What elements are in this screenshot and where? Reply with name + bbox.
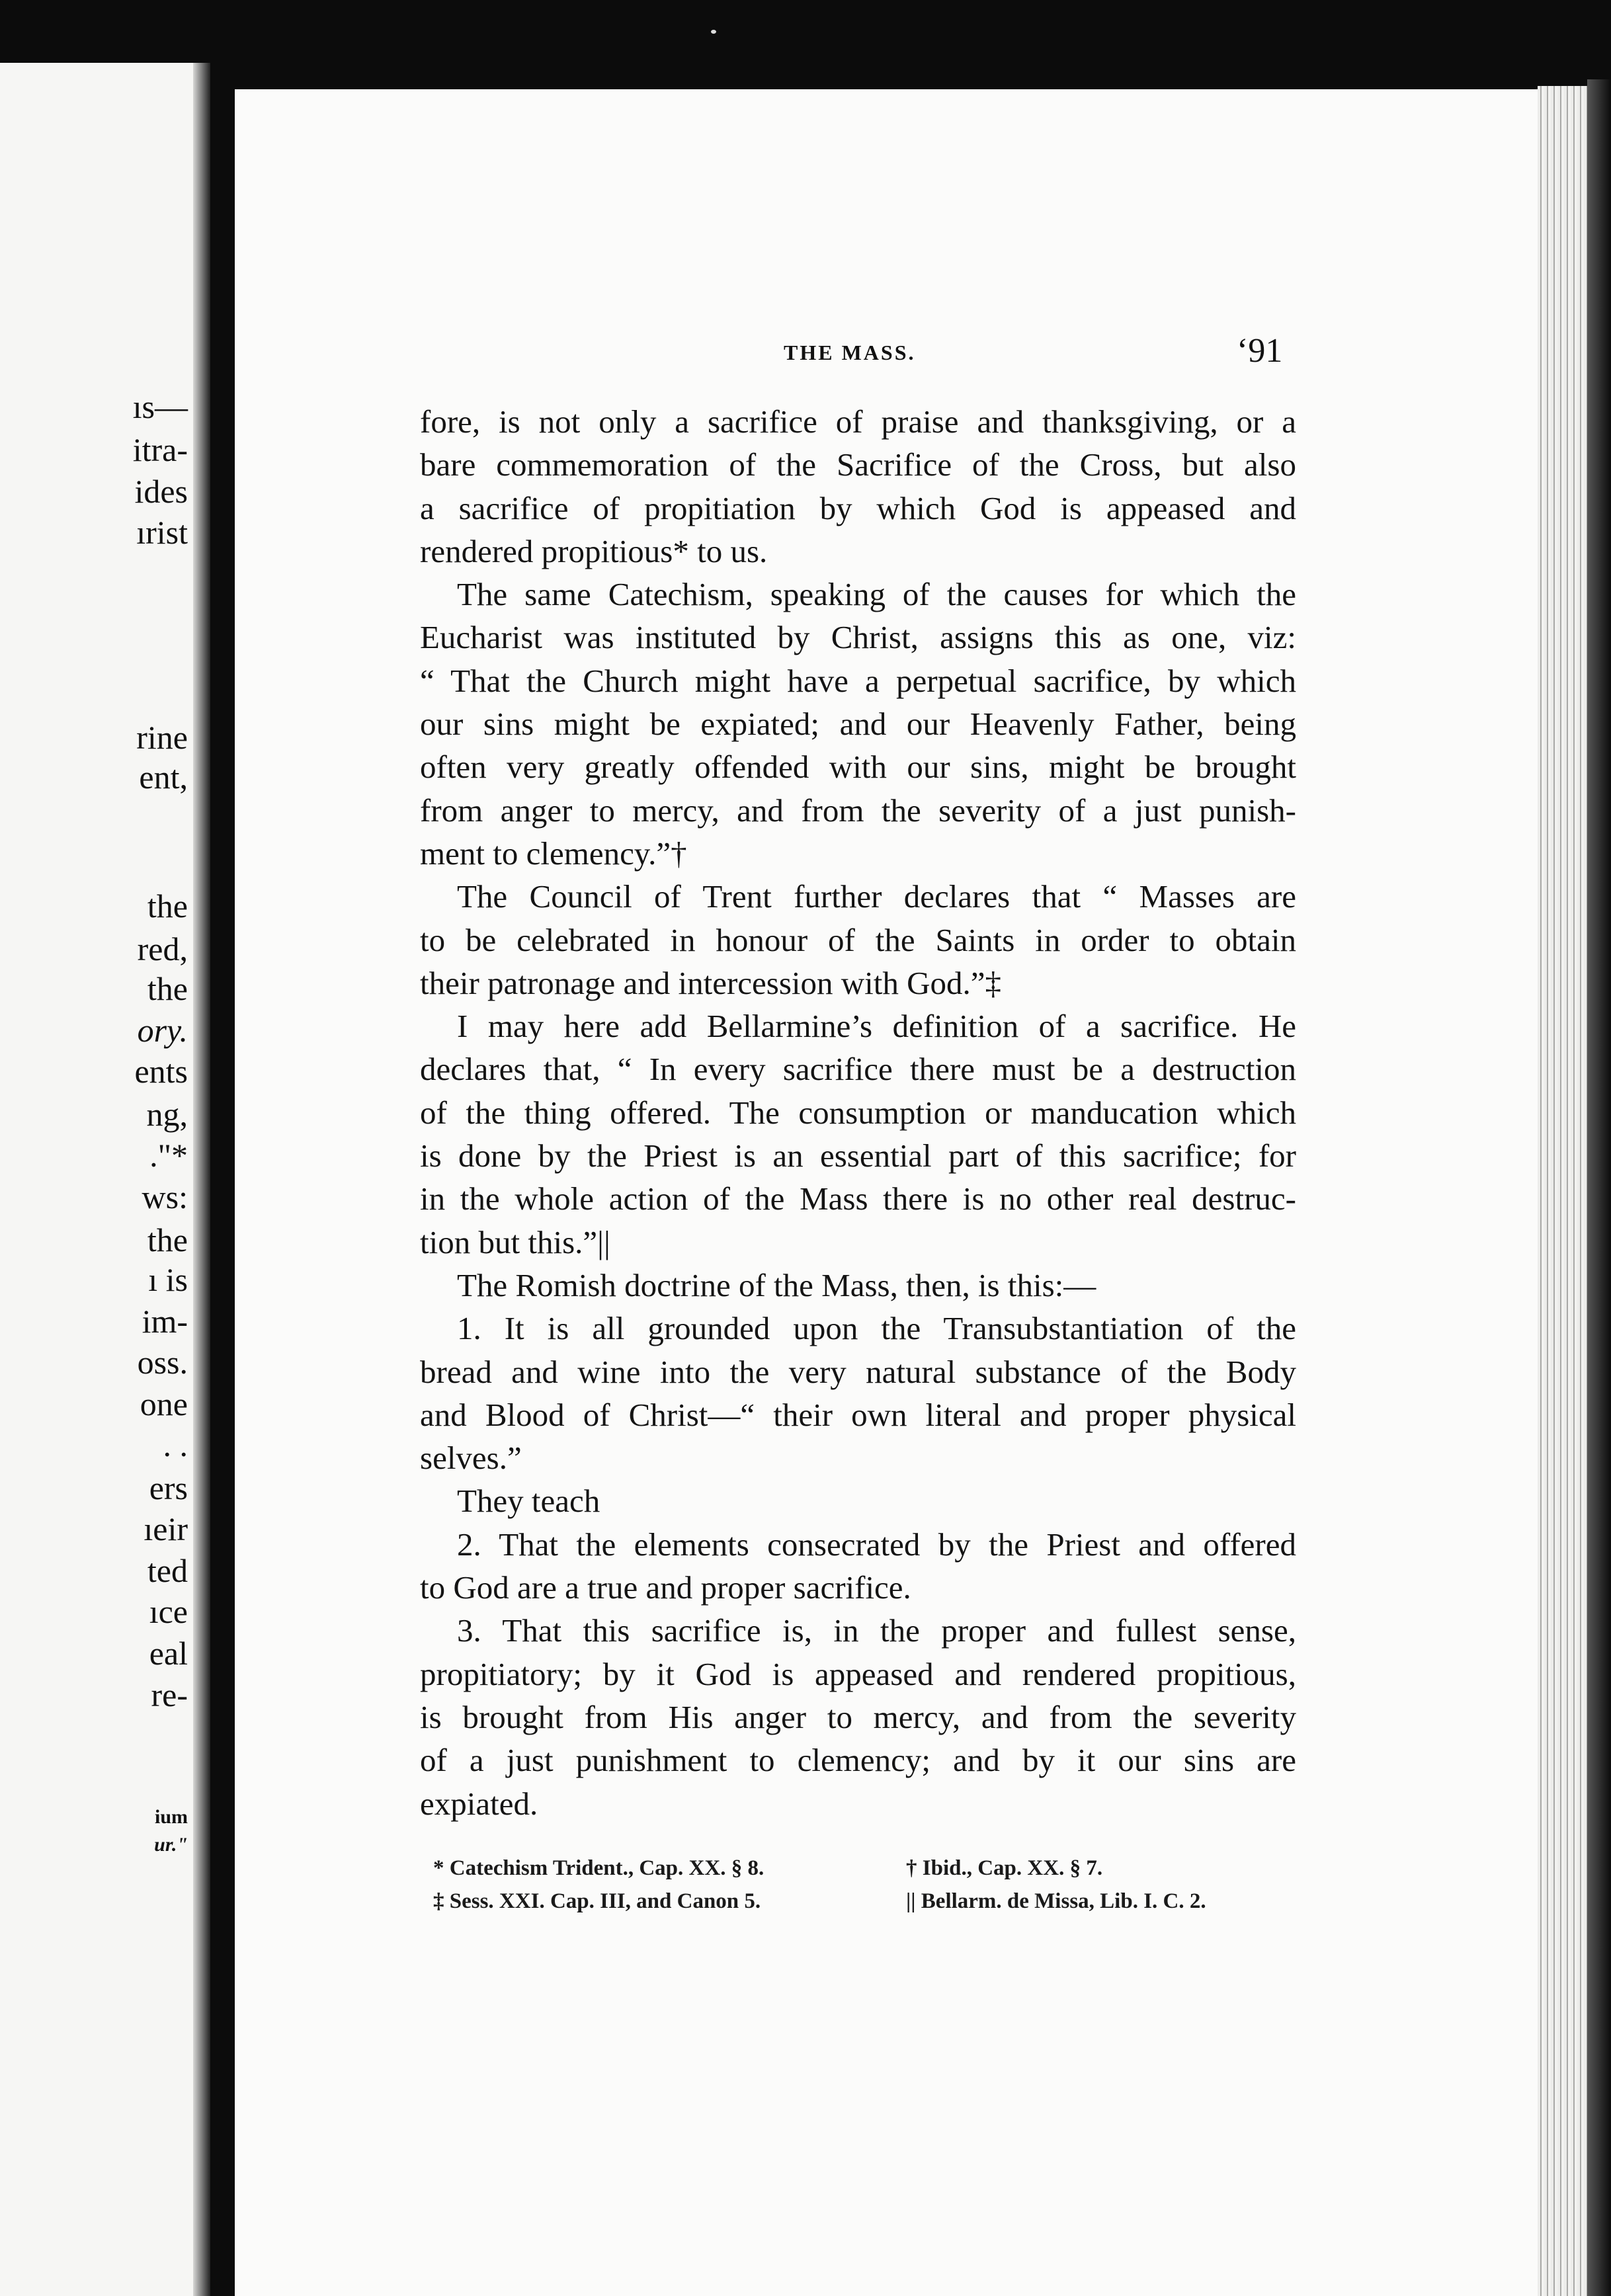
text-line: The Council of Trent further declares that “ Masses are bbox=[457, 878, 1296, 915]
left-page-fragment: ıce bbox=[149, 1593, 188, 1630]
left-page-fragment: ers bbox=[149, 1469, 188, 1506]
text-line: to be celebrated in honour of the Saints in order to obtain bbox=[420, 921, 1296, 958]
left-page-fragment: ırist bbox=[136, 514, 188, 551]
footnote: † Ibid., Cap. XX. § 7. bbox=[906, 1856, 1103, 1880]
left-page-fragment: ium bbox=[154, 1806, 188, 1828]
text-line: bread and wine into the very natural substance of the Body bbox=[420, 1353, 1296, 1390]
left-page-fragment: ng, bbox=[146, 1096, 188, 1133]
page-number-value: 91 bbox=[1248, 332, 1283, 370]
text-line: The Romish doctrine of the Mass, then, is this:— bbox=[457, 1266, 1096, 1303]
page-content bbox=[235, 0, 1551, 2296]
text-line: I may here add Bellarmine’s definition of a sacrifice. He bbox=[457, 1008, 1296, 1045]
left-page-fragment: the bbox=[147, 1221, 188, 1258]
paragraph bbox=[420, 1523, 1296, 1610]
text-line: of the thing offered. The consumption or manducation which bbox=[420, 1094, 1296, 1131]
text-line: our sins might be expiated; and our Heavenly Father, being bbox=[420, 706, 1296, 743]
left-page-fragment: the bbox=[147, 970, 188, 1007]
left-page-fragment: ."* bbox=[149, 1137, 188, 1174]
left-page-fragment: ory. bbox=[137, 1012, 188, 1049]
left-page-fragment: ws: bbox=[142, 1178, 188, 1215]
left-page-fragment: ents bbox=[134, 1053, 188, 1090]
text-line: “ That the Church might have a perpetual sacrifice, by which bbox=[420, 662, 1296, 699]
text-line: selves.” bbox=[420, 1440, 522, 1477]
left-page-fragment: oss. bbox=[137, 1344, 188, 1381]
paragraph bbox=[420, 573, 1296, 875]
text-line: bare commemoration of the Sacrifice of the Cross, but also bbox=[420, 446, 1296, 483]
left-page-fragment: rine bbox=[136, 719, 188, 756]
left-page-fragment: ur." bbox=[154, 1834, 188, 1856]
text-line: expiated. bbox=[420, 1785, 538, 1822]
left-page-fragment: ent, bbox=[139, 758, 188, 796]
text-line: often very greatly offended with our sins, might be brought bbox=[420, 749, 1296, 786]
left-page-fragment: ıs— bbox=[132, 388, 188, 425]
left-page-fragment: re- bbox=[151, 1676, 188, 1713]
text-line: 1. It is all grounded upon the Transubstantiation of the bbox=[457, 1310, 1296, 1347]
text-line: and Blood of Christ—“ their own literal and proper physical bbox=[420, 1396, 1296, 1433]
text-line: in the whole action of the Mass there is no other real destruc- bbox=[420, 1180, 1296, 1217]
footnote: || Bellarm. de Missa, Lib. I. C. 2. bbox=[906, 1889, 1206, 1913]
page-edge-shadow bbox=[1587, 79, 1611, 2296]
left-page-sliver bbox=[0, 63, 210, 2296]
text-line: 2. That the elements consecrated by the Priest and offered bbox=[457, 1526, 1296, 1563]
left-page-fragment: ıeir bbox=[144, 1510, 188, 1547]
paragraph bbox=[420, 1264, 1296, 1307]
text-line: rendered propitious* to us. bbox=[420, 532, 768, 569]
paragraph bbox=[420, 1479, 1296, 1522]
text-line: is done by the Priest is an essential part of this sacrifice; for bbox=[420, 1137, 1296, 1174]
page-number: ‘91 bbox=[1237, 332, 1283, 370]
text-line: Eucharist was instituted by Christ, assigns this as one, viz: bbox=[420, 619, 1296, 656]
paragraph bbox=[420, 1609, 1296, 1824]
paragraph bbox=[420, 1004, 1296, 1264]
left-page-fragment: . . bbox=[163, 1426, 188, 1463]
paragraph bbox=[420, 400, 1296, 573]
left-page-fragment: im- bbox=[142, 1303, 188, 1340]
text-line: from anger to mercy, and from the severity of a just punish- bbox=[420, 792, 1296, 829]
footnotes-left-column bbox=[433, 1852, 764, 1918]
text-line: They teach bbox=[457, 1483, 600, 1520]
left-page-fragment: red, bbox=[137, 930, 188, 967]
left-page-fragment: eal bbox=[149, 1635, 188, 1672]
text-line: 3. That this sacrifice is, in the proper and fullest sense, bbox=[457, 1612, 1296, 1649]
footnote: ‡ Sess. XXI. Cap. III, and Canon 5. bbox=[433, 1889, 761, 1913]
left-page-fragment: ides bbox=[134, 473, 188, 510]
paragraph bbox=[420, 875, 1296, 1004]
left-page-fragment: itra- bbox=[132, 431, 188, 468]
text-line: of a just punishment to clemency; and by it our sins are bbox=[420, 1742, 1296, 1779]
footnote: * Catechism Trident., Cap. XX. § 8. bbox=[433, 1856, 764, 1880]
left-page-fragment: ı is bbox=[148, 1261, 188, 1298]
text-line: The same Catechism, speaking of the causes for which the bbox=[457, 576, 1296, 613]
text-line: fore, is not only a sacrifice of praise and thanksgiving, or a bbox=[420, 403, 1296, 440]
text-line: their patronage and intercession with God.”‡ bbox=[420, 964, 1002, 1001]
text-line: declares that, “ In every sacrifice there must be a destruction bbox=[420, 1051, 1296, 1088]
text-line: propitiatory; by it God is appeased and rendered propitious, bbox=[420, 1655, 1296, 1692]
left-page-fragment: one bbox=[140, 1385, 188, 1422]
text-line: a sacrifice of propitiation by which God is appeased and bbox=[420, 489, 1296, 526]
body-text bbox=[420, 400, 1296, 1825]
text-line: is brought from His anger to mercy, and from the severity bbox=[420, 1698, 1296, 1735]
text-line: tion but this.”|| bbox=[420, 1223, 610, 1260]
running-head: THE MASS. bbox=[784, 341, 916, 364]
footnotes-right-column bbox=[906, 1852, 1206, 1918]
left-page-fragment: ted bbox=[147, 1552, 188, 1589]
text-line: to God are a true and proper sacrifice. bbox=[420, 1569, 911, 1606]
text-line: ment to clemency.”† bbox=[420, 835, 687, 872]
left-page-gutter bbox=[193, 63, 210, 2296]
paragraph bbox=[420, 1307, 1296, 1479]
left-page-fragment: the bbox=[147, 887, 188, 924]
